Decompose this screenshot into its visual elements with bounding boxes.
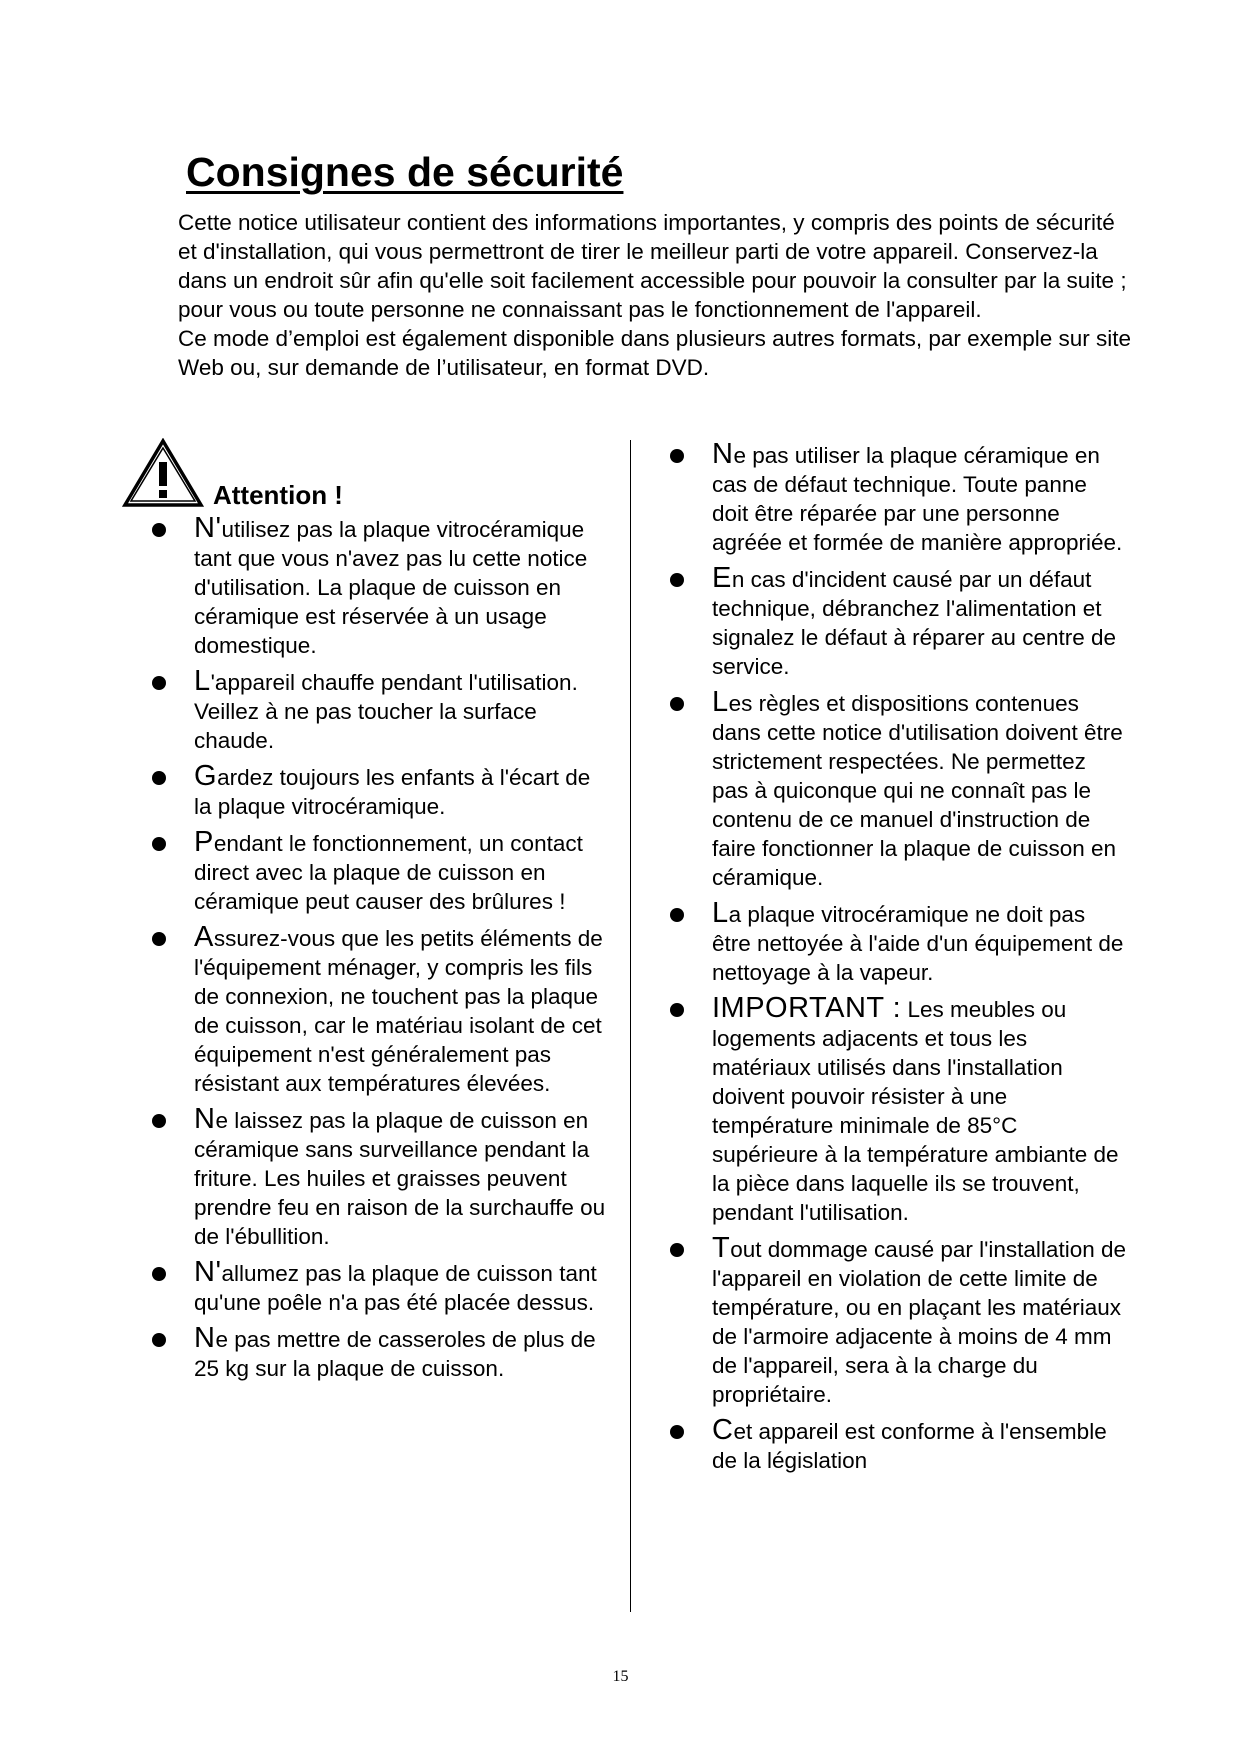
item-text: ardez toujours les enfants à l'écart de la plaque vitrocéramique. bbox=[194, 765, 591, 819]
item-lead: L bbox=[712, 897, 729, 929]
item-text: es règles et dispositions contenues dans cette notice d'utilisation doivent être strictement respectées. Ne permettez pas à quiconque qui ne connaît pas le contenu de ce manuel d'instruction de faire fonctionner la plaque de cuisson en céramique. bbox=[712, 691, 1123, 890]
item-text: endant le fonctionnement, un contact direct avec la plaque de cuisson en céramique peut causer des brûlures ! bbox=[194, 831, 583, 914]
warning-title: Attention ! bbox=[213, 480, 343, 510]
list-item bbox=[668, 564, 1128, 681]
list-item bbox=[150, 923, 610, 1098]
list-item bbox=[150, 514, 610, 660]
bullet-icon bbox=[670, 1425, 684, 1439]
bullet-icon bbox=[670, 1243, 684, 1257]
item-text: a plaque vitrocéramique ne doit pas être nettoyée à l'aide d'un équipement de nettoyage à la vapeur. bbox=[712, 902, 1124, 985]
intro-text bbox=[178, 208, 1138, 382]
item-text: e laissez pas la plaque de cuisson en céramique sans surveillance pendant la friture. Les huiles et graisses peuvent prendre feu en raison de la surchauffe ou de l'ébullition. bbox=[194, 1108, 606, 1249]
item-text: Les meubles ou logements adjacents et tous les matériaux utilisés dans l'installation doivent pouvoir résister à une température minimale de 85°C supérieure à la température ambiante de la pièce dans laquelle ils se trouvent, pendant l'utilisation. bbox=[712, 997, 1119, 1225]
item-text: utilisez pas la plaque vitrocéramique tant que vous n'avez pas lu cette notice d'utilisation. La plaque de cuisson en céramique est réservée à un usage domestique. bbox=[194, 517, 588, 658]
item-lead: E bbox=[712, 562, 732, 594]
bullet-icon bbox=[670, 697, 684, 711]
item-text: e pas utiliser la plaque céramique en cas de défaut technique. Toute panne doit être réparée par une personne agréée et formée de manière appropriée. bbox=[712, 443, 1123, 555]
right-bullet-list bbox=[668, 440, 1128, 1482]
list-item bbox=[150, 1105, 610, 1251]
left-bullet-list bbox=[150, 514, 610, 1390]
list-item bbox=[668, 440, 1128, 557]
intro-paragraph: Cette notice utilisateur contient des informations importantes, y compris des points de sécurité et d'installation, qui vous permettront de tirer le meilleur parti de votre appareil. Conservez-la dans un endroit sûr afin qu'elle soit facilement accessible pour pouvoir la consulter par la suite ; pour vous ou toute personne ne connaissant pas le fonctionnement de l'appareil. bbox=[178, 210, 1127, 322]
item-lead: G bbox=[194, 760, 218, 792]
item-text: et appareil est conforme à l'ensemble de la législation bbox=[712, 1419, 1107, 1473]
bullet-icon bbox=[152, 1333, 166, 1347]
list-item bbox=[150, 828, 610, 916]
item-lead: L bbox=[194, 665, 211, 697]
list-item bbox=[150, 667, 610, 755]
list-item bbox=[668, 994, 1128, 1227]
bullet-icon bbox=[152, 932, 166, 946]
item-lead: A bbox=[194, 921, 214, 953]
item-text: 'appareil chauffe pendant l'utilisation. Veillez à ne pas toucher la surface chaude. bbox=[194, 670, 578, 753]
bullet-icon bbox=[152, 1114, 166, 1128]
item-lead: N' bbox=[194, 1256, 222, 1288]
bullet-icon bbox=[670, 908, 684, 922]
item-text: ssurez-vous que les petits éléments de l'équipement ménager, y compris les fils de connexion, ne touchent pas la plaque de cuisson, car le matériau isolant de cet équipement n'est généralement pas résistant aux températures élevées. bbox=[194, 926, 603, 1096]
warning-triangle-icon bbox=[122, 438, 204, 508]
item-text: e pas mettre de casseroles de plus de 25 kg sur la plaque de cuisson. bbox=[194, 1327, 596, 1381]
bullet-icon bbox=[152, 676, 166, 690]
bullet-icon bbox=[670, 1003, 684, 1017]
bullet-icon bbox=[152, 1267, 166, 1281]
list-item bbox=[150, 1324, 610, 1383]
bullet-icon bbox=[152, 771, 166, 785]
bullet-icon bbox=[670, 449, 684, 463]
bullet-icon bbox=[152, 523, 166, 537]
item-lead: N bbox=[194, 1322, 216, 1354]
item-lead: N bbox=[194, 1103, 216, 1135]
list-item bbox=[150, 1258, 610, 1317]
item-text: n cas d'incident causé par un défaut technique, débranchez l'alimentation et signalez le défaut à réparer au centre de service. bbox=[712, 567, 1117, 679]
item-lead: T bbox=[712, 1232, 731, 1264]
list-item bbox=[668, 899, 1128, 987]
item-lead: L bbox=[712, 686, 729, 718]
item-lead: N' bbox=[194, 512, 222, 544]
intro-paragraph: Ce mode d’emploi est également disponible dans plusieurs autres formats, par exemple sur site Web ou, sur demande de l’utilisateur, en format DVD. bbox=[178, 326, 1131, 380]
list-item bbox=[668, 688, 1128, 892]
item-lead: N bbox=[712, 438, 734, 470]
page-number: 15 bbox=[612, 1668, 629, 1685]
bullet-icon bbox=[152, 837, 166, 851]
bullet-icon bbox=[670, 573, 684, 587]
list-item bbox=[668, 1416, 1128, 1475]
list-item bbox=[150, 762, 610, 821]
item-lead: P bbox=[194, 826, 214, 858]
item-lead: C bbox=[712, 1414, 734, 1446]
item-text: allumez pas la plaque de cuisson tant qu'une poêle n'a pas été placée dessus. bbox=[194, 1261, 597, 1315]
warning-header bbox=[122, 438, 422, 508]
page-title: Consignes de sécurité bbox=[186, 149, 624, 195]
item-text: out dommage causé par l'installation de l'appareil en violation de cette limite de température, ou en plaçant les matériaux de l'armoire adjacente à moins de 4 mm de l'appareil, sera à la charge du propriétaire. bbox=[712, 1237, 1127, 1407]
list-item bbox=[668, 1234, 1128, 1409]
item-lead: IMPORTANT : bbox=[712, 992, 902, 1024]
column-divider bbox=[630, 440, 631, 1612]
